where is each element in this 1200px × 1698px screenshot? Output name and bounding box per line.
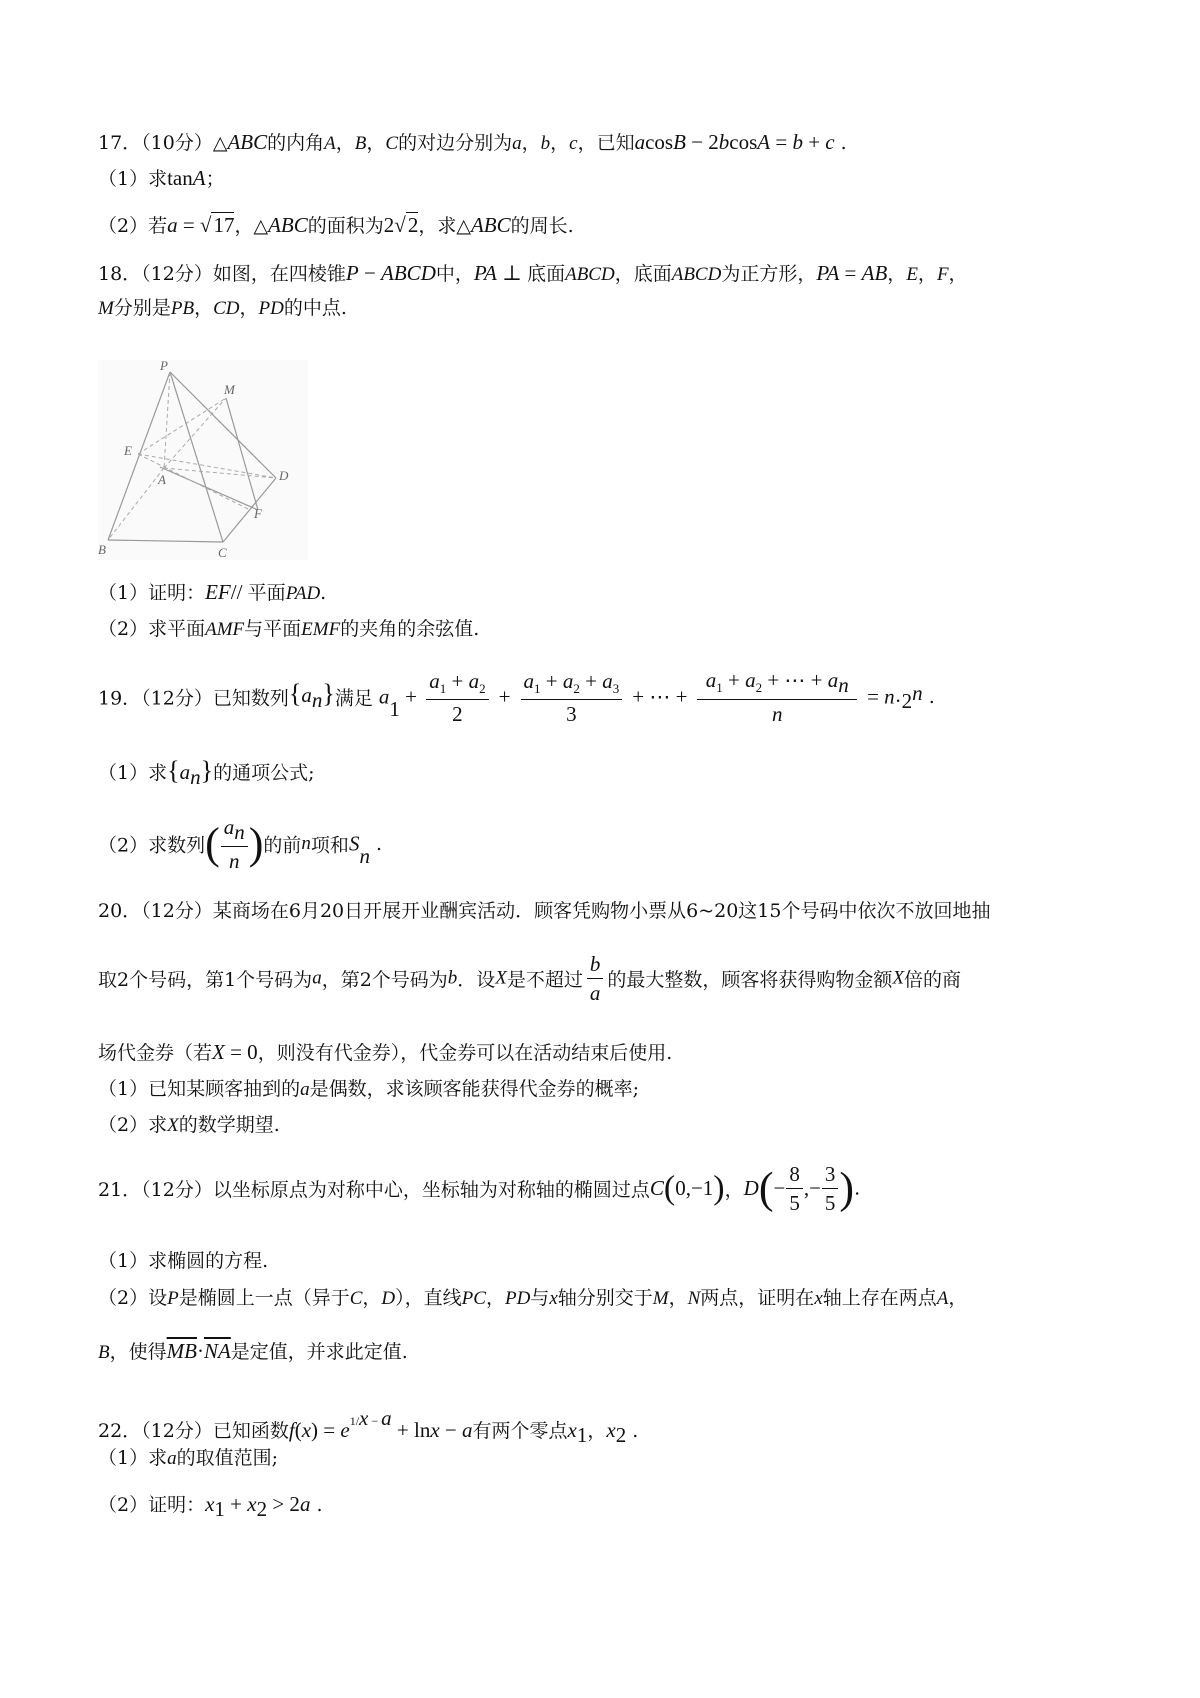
q19-part1: （1）求$\{a_n\}$的通项公式; xyxy=(98,756,315,789)
label-P: P xyxy=(160,360,168,373)
q20-stem-line2: 取2个号码，第1个号码为a，第2个号码为b．设X是不超过 $\frac{b}{a}$ 的最大整数，顾客将获得购物金额X倍的商 xyxy=(98,952,962,1006)
q21-part2-line2: B，使得$\overline{MB}\cdot\overline{NA}$是定值，并求此定值. xyxy=(98,1339,408,1363)
q18-stem-line2: M分别是PB，CD，PD的中点. xyxy=(98,297,347,319)
q20-part2: （2）求X的数学期望. xyxy=(98,1114,280,1136)
q18-part2: （2）求平面AMF与平面EMF的夹角的余弦值. xyxy=(98,618,480,640)
q21-part2-line1: （2）设P是椭圆上一点（异于C，D），直线PC，PD与x轴分别交于M，N两点，证明在x轴上存在两点A， xyxy=(98,1287,968,1309)
pyramid-figure xyxy=(98,360,308,560)
q22-part2: （2）证明：$x_1 + x_2 > 2a$ . xyxy=(98,1492,323,1521)
q21-part1: （1）求椭圆的方程. xyxy=(98,1250,269,1272)
q18-part1: （1）证明：EF// 平面PAD. xyxy=(98,580,327,604)
q20-stem-line1: 20．（12分）某商场在6月20日开展开业酬宾活动．顾客凭购物小票从6~20这15个号码中依次不放回地抽 xyxy=(98,900,991,922)
label-M: M xyxy=(224,382,235,397)
q19-part2: （2）求数列( $\frac{a_n}{n}$ )的前n项和$S_n$ . xyxy=(98,815,383,874)
q19-stem: 19．（12分）已知数列$\{a_n\}$满足 $a_1$ + $\frac{a_1 + a_2}{2}$ + $\frac{a_1 + a_2 + a_3}{3}$ + ⋯ + $\frac{a_1 + a_2 + \cdots + a_n}{n}$ = $n\cdot 2^n$ . xyxy=(98,668,935,727)
q20-stem-line3: 场代金券（若X = 0，则没有代金券），代金券可以在活动结束后使用. xyxy=(98,1040,673,1064)
q20-part1: （1）已知某顾客抽到的a是偶数，求该顾客能获得代金券的概率; xyxy=(98,1078,639,1100)
q17-part2: （2）若a = √17，△ABC的面积为2√2，求△ABC的周长. xyxy=(98,213,574,237)
label-D: D xyxy=(279,468,289,483)
q22-stem: 22．（12分）已知函数$f(x) = e^{1/x - a} + \ln x - a$有两个零点$x_1$，$x_2$ . xyxy=(98,1406,639,1447)
label-B: B xyxy=(98,542,106,557)
q22-part1: （1）求a的取值范围; xyxy=(98,1447,278,1469)
q21-stem: 21．（12分）以坐标原点为对称中心，坐标轴为对称轴的椭圆过点C(0,−1)，D(− $\frac{8}{5}$ ,− $\frac{3}{5}$ ). xyxy=(98,1162,861,1216)
label-C: C xyxy=(218,545,227,560)
q17-part1: （1）求tanA； xyxy=(98,166,225,190)
label-E: E xyxy=(124,443,132,458)
q17-stem: 17．（10分）△ABC的内角A，B，C的对边分别为a，b，c，已知acosB − 2bcosA = b + c . xyxy=(98,130,847,154)
q18-stem-line1: 18．（12分）如图，在四棱锥P − ABCD中，PA ⊥ 底面ABCD，底面ABCD为正方形，PA = AB，E，F， xyxy=(98,261,968,285)
label-A: A xyxy=(158,472,166,487)
label-F: F xyxy=(254,506,262,521)
